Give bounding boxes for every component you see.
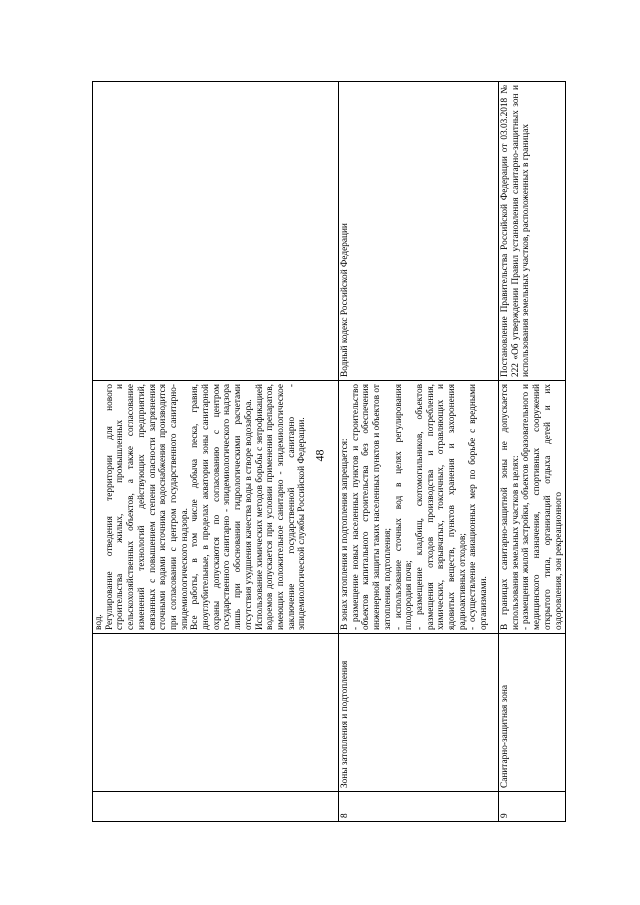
- row-number-cell: 8: [339, 792, 499, 822]
- zone-name-cell: Зоны затопления и подтопления: [339, 634, 499, 792]
- zone-name-cell: Санитарно-защитная зона: [499, 634, 566, 792]
- zone-name-cell: [93, 634, 339, 792]
- restrictions-cell: [499, 381, 566, 634]
- restriction-paragraph: Все работы, в том числе добыча песка, гравия, дноуглубительные, в пределах акватории зоны санитарной охраны допускаются по согласованию с центром государственного санитарно - эпидемиологического надзора лишь при обосновании гидрологическими расчетами отсутствия ухудшения качества воды в створе водозабора.: [190, 384, 254, 630]
- legal-basis-cell: Постановление Правительства Российской Федерации от 03.03.2018 № 222 «Об утверждении Правил установления санитарно-защитных зон и использования земельных участков, расположенных в границах: [499, 82, 566, 381]
- page-number: 48: [312, 449, 327, 462]
- restriction-paragraph: Регулирование отведения территории для нового строительства жилых, промышленных и сельскохозяйственных объектов, а также согласование изменений технологий действующих предприятий, связанных с повышением степени опасности загрязнения сточными водами источника водоснабжения производится при согласовании с центром государственного санитарно-эпидемиологического надзора.: [104, 384, 190, 630]
- table-row: [339, 82, 499, 822]
- zones-table: [92, 81, 566, 822]
- restriction-paragraph: Использование химических методов борьбы с эвтрофикацией водоемов допускается при условии применения препаратов, имеющих положительное санитарно - эпидемиологическое заключение государственной санитарно - эпидемиологической службы Российской Федерации.: [254, 384, 308, 630]
- restriction-paragraph: вод.: [94, 614, 104, 630]
- legal-basis-cell: [93, 82, 339, 381]
- restrictions-cell: [339, 381, 499, 634]
- restriction-paragraph: - размещения жилой застройки, объектов образовательного и медицинского назначения, спортивных сооружений открытого типа, организаций отдыха детей и их оздоровления, зон рекреационного: [521, 384, 564, 630]
- table-row: [93, 82, 339, 822]
- restriction-paragraph: - осуществление авиационных мер по борьбе с вредными организмами.: [468, 384, 490, 630]
- row-number-cell: 9: [499, 792, 566, 822]
- legal-basis-cell: Водный кодекс Российской Федерации: [339, 82, 499, 381]
- rotated-page-content: [92, 82, 564, 822]
- row-number-cell: [93, 792, 339, 822]
- restriction-paragraph: - размещение кладбищ, скотомогильников, объектов размещения отходов производства и потребления, химических, взрывчатых, токсичных, отравляющих и ядовитых веществ, пунктов хранения и захоронения радиоактивных отходов;: [414, 384, 468, 630]
- table-row: [499, 82, 566, 822]
- restriction-paragraph: - размещение новых населенных пунктов и строительство объектов капитального строительства без обеспечения инженерной защиты таких населенных пунктов и объектов от затопления, подтопления;: [350, 384, 393, 630]
- restrictions-cell: [93, 381, 339, 634]
- restriction-paragraph: В границах санитарно-защитной зоны не допускается использования земельных участков в целях:: [500, 384, 521, 630]
- restriction-paragraph: - использование сточных вод в целях регулирования плодородия почв;: [393, 384, 415, 630]
- restriction-paragraph: В зонах затопления и подтопления запрещается:: [340, 438, 350, 630]
